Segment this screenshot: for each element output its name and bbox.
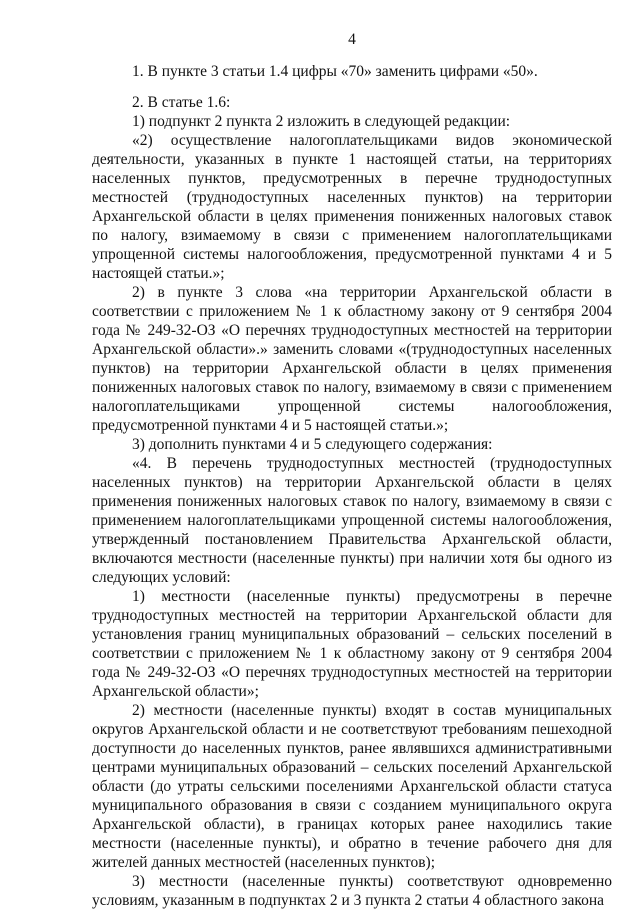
paragraph-subitem-2: 2) в пункте 3 слова «на территории Архангельской области в соответствии с приложением № 1 к областному закону от 9 сентября 2004 года № 249-32-ОЗ «О перечнях труднодоступных местностей на территории Архангельской области».» заменить словами «(труднодоступных населенных пунктов) на территории Архангельской области в целях применения пониженных налоговых ставок по налогу, взимаемому в связи с применением налогоплательщиками упрощенной системы налогообложения, предусмотренной пунктами 4 и 5 настоящей статьи.»; — [92, 284, 612, 434]
paragraph-quote-point-4: «4. В перечень труднодоступных местностей (труднодоступных населенных пунктов) на территории Архангельской области в целях применения пониженных налоговых ставок по налогу, взимаемому в связи с применением налогоплательщиками упрощенной системы налогообложения, утвержденный постановлением Правительства Архангельской области, включаются местности (населенные пункты) при наличии хотя бы одного из следующих условий: — [92, 455, 612, 586]
document-page — [92, 30, 612, 910]
paragraph-condition-3: 3) местности (населенные пункты) соответствуют одновременно условиям, указанным в подпунктах 2 и 3 пункта 2 статьи 4 областного закона — [92, 873, 612, 909]
paragraph-condition-1: 1) местности (населенные пункты) предусмотрены в перечне труднодоступных местностей на территории Архангельской области для установления границ муниципальных образований – сельских поселений в соответствии с приложением № 1 к областному закону от 9 сентября 2004 года № 249-32-ОЗ «О перечнях труднодоступных местностей на территории Архангельской области»; — [92, 588, 612, 700]
paragraph-quote-subitem-2: «2) осуществление налогоплательщиками видов экономической деятельности, указанных в пункте 1 настоящей статьи, на территориях населенных пунктов, предусмотренных в перечне труднодоступных местностей (труднодоступных населенных пунктов) на территории Архангельской области в целях применения пониженных налоговых ставок по налогу, взимаемому в связи с применением налогоплательщиками упрощенной системы налогообложения, предусмотренной пунктами 4 и 5 настоящей статьи.»; — [92, 132, 612, 282]
paragraph-subitem-3: 3) дополнить пунктами 4 и 5 следующего содержания: — [132, 436, 493, 453]
paragraph-item-2: 2. В статье 1.6: — [132, 94, 231, 111]
paragraph-spacer — [92, 81, 612, 93]
paragraph-condition-2: 2) местности (населенные пункты) входят в состав муниципальных округов Архангельской области и не соответствуют требованиям пешеходной доступности до населенных пунктов, ранее являвшихся административными центрами муниципальных образований – сельских поселений Архангельской области (до утраты сельскими поселениями Архангельской области статуса муниципального образования в связи с созданием муниципального округа Архангельской области), в границах которых ранее находились такие местности (населенные пункты), и обратно в течение рабочего дня для жителей данных местностей (населенных пунктов); — [92, 702, 612, 871]
page-number: 4 — [348, 31, 356, 48]
paragraph-subitem-1: 1) подпункт 2 пункта 2 изложить в следующей редакции: — [132, 113, 511, 130]
paragraph-item-1: 1. В пункте 3 статьи 1.4 цифры «70» заменить цифрами «50». — [132, 63, 538, 80]
